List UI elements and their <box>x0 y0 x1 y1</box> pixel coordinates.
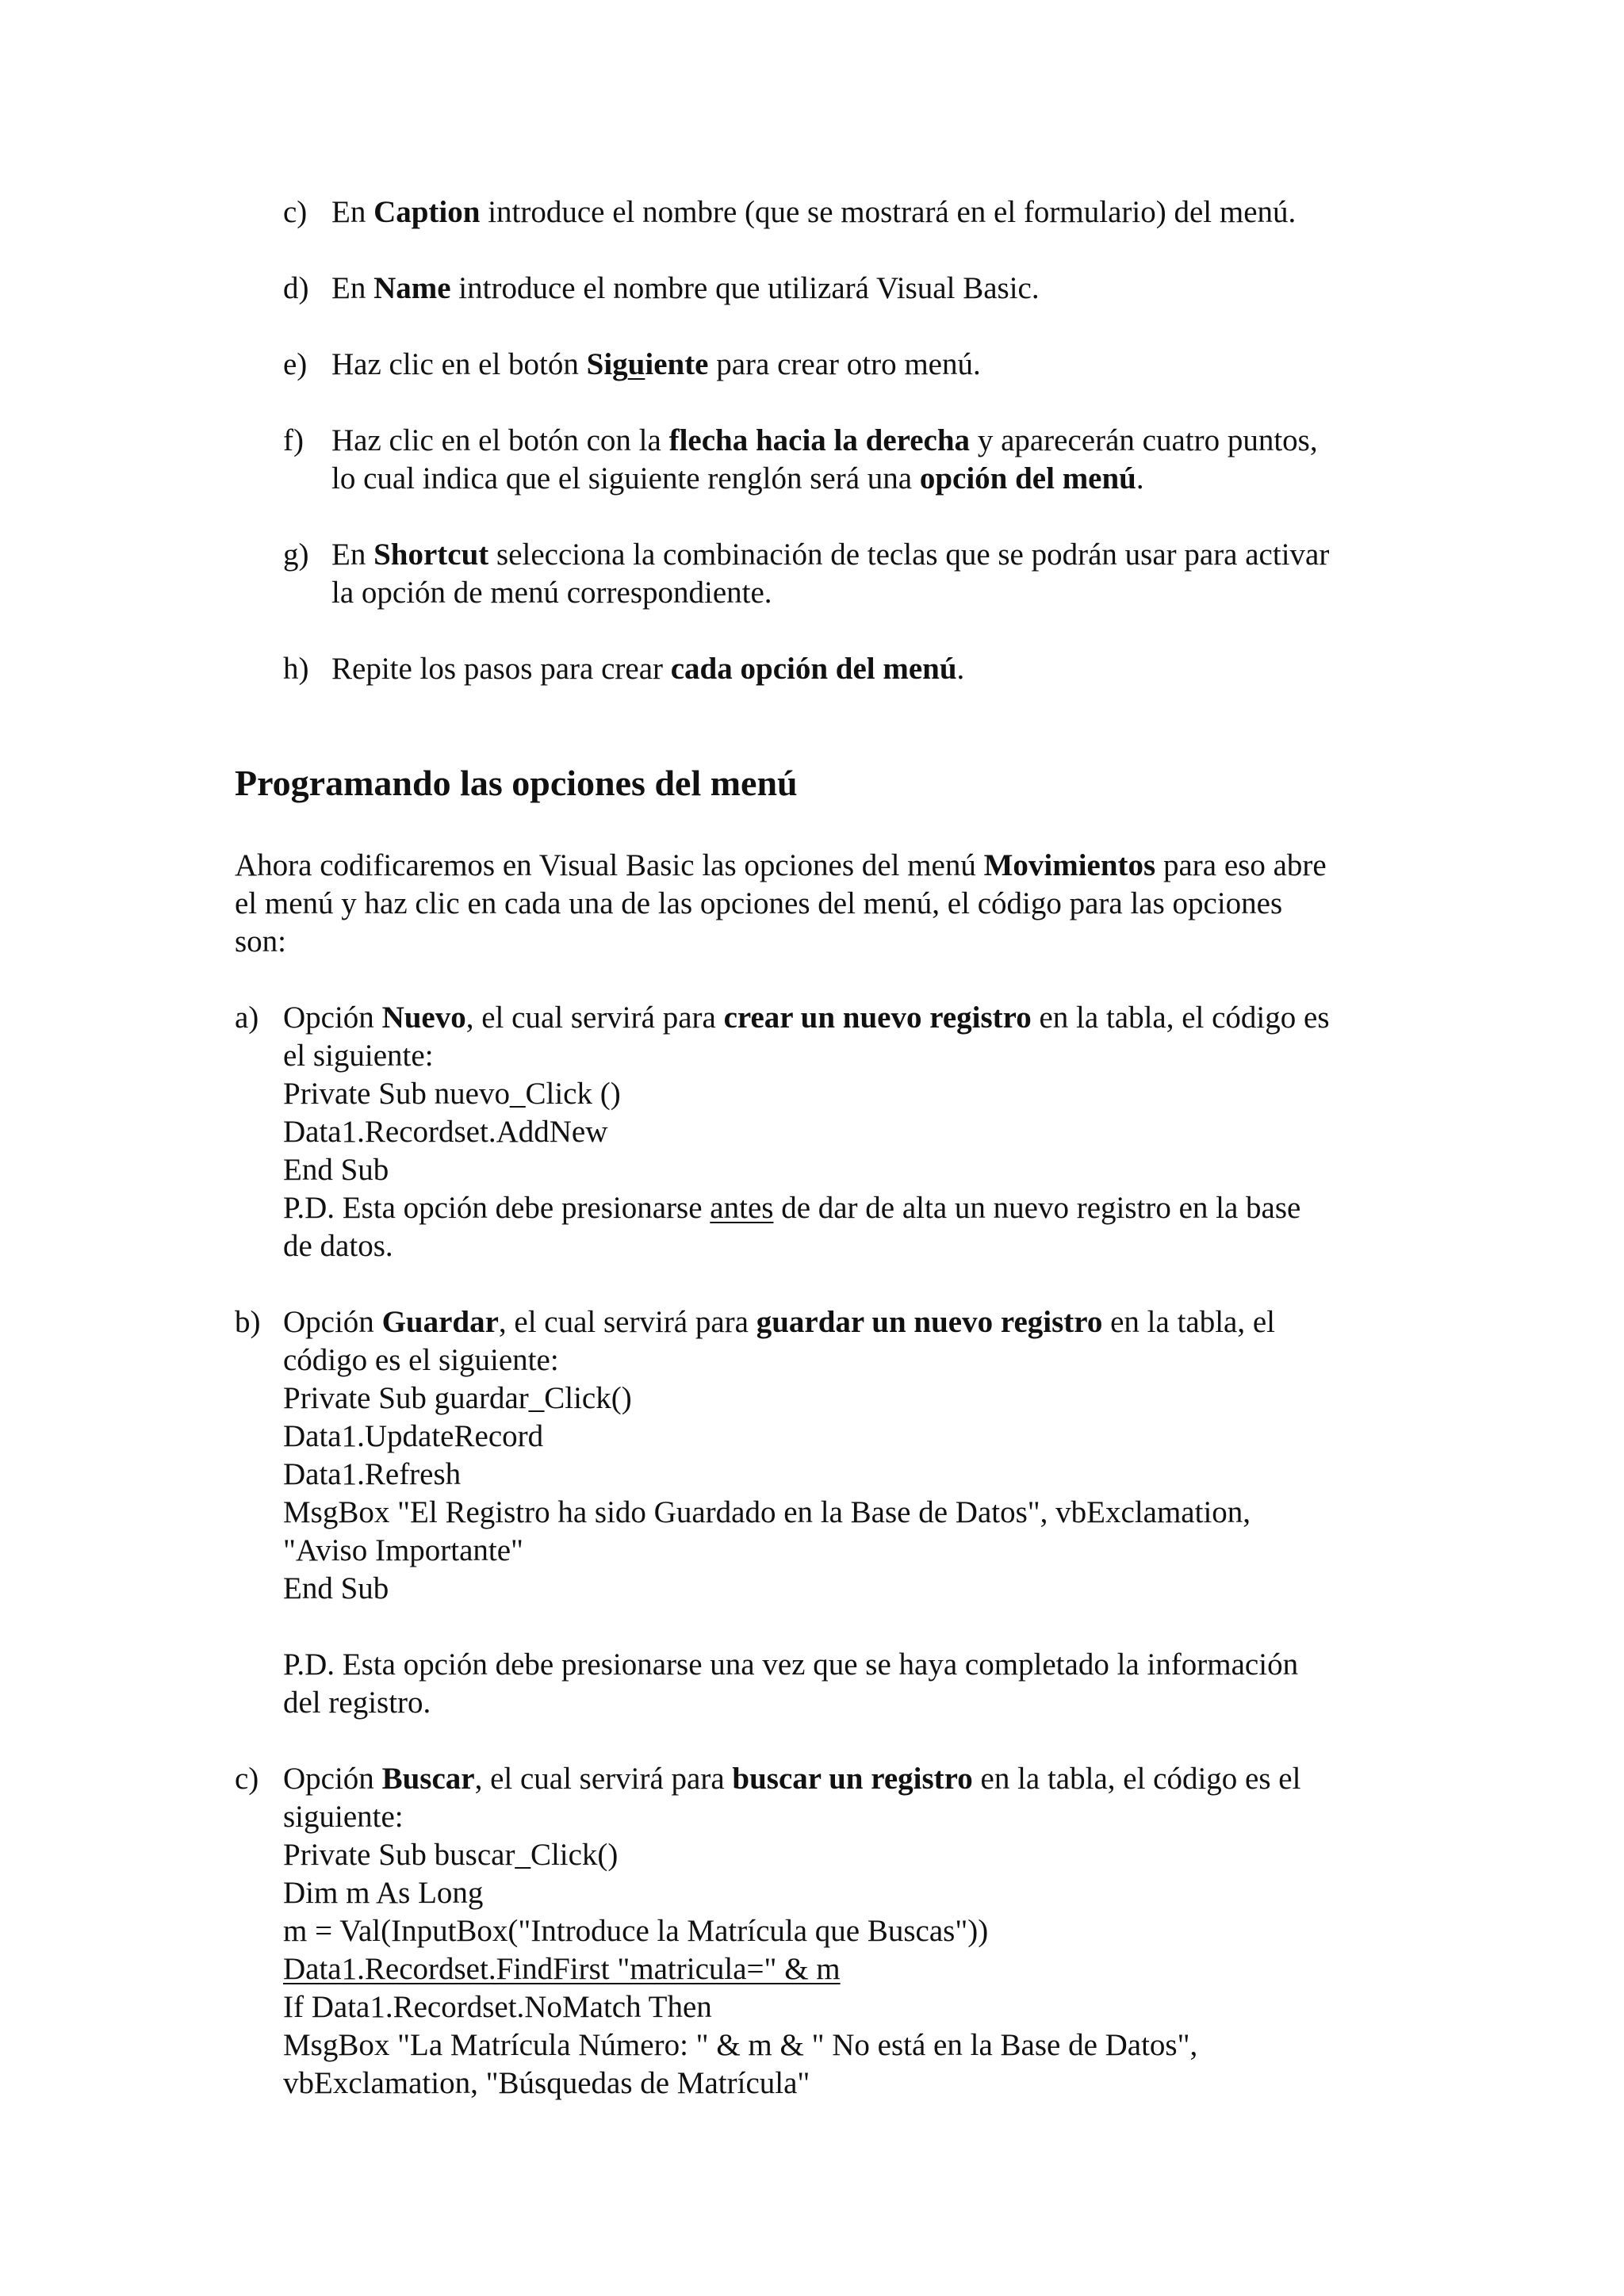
intro-paragraph <box>235 847 1327 961</box>
text-run: para eso abre <box>1155 848 1327 882</box>
text-run: Private Sub nuevo_Click () <box>283 1077 621 1111</box>
text-run: End Sub <box>283 1571 389 1605</box>
text-run: en la tabla, el código es el <box>972 1762 1301 1796</box>
text-run: el menú y haz clic en cada una de las opciones del menú, el código para las opciones <box>235 886 1283 920</box>
text-run: y aparecerán cuatro puntos, <box>970 423 1318 457</box>
text-run: MsgBox "La Matrícula Número: " & m & " No está en la Base de Datos", <box>283 2028 1198 2062</box>
option-nuevo-text <box>283 999 1330 1265</box>
text-line <box>331 270 1040 308</box>
text-run: En <box>331 195 374 229</box>
text-line <box>283 1151 1330 1189</box>
text-line <box>283 2064 1300 2103</box>
text-line <box>283 1532 1298 1570</box>
text-run: antes <box>710 1191 774 1225</box>
text-run: selecciona la combinación de teclas que se podrán usar para activar <box>488 538 1330 572</box>
text-run: Data1.UpdateRecord <box>283 1419 544 1453</box>
text-run: para crear otro menú. <box>708 347 981 381</box>
text-line <box>283 1988 1300 2026</box>
text-run: lo cual indica que el siguiente renglón será una <box>331 461 920 496</box>
text-run: el siguiente: <box>283 1039 434 1073</box>
text-line <box>283 1380 1298 1418</box>
text-line <box>331 536 1329 574</box>
text-run: End Sub <box>283 1153 389 1187</box>
step-c-text <box>331 193 1296 232</box>
step-label: f) <box>283 423 304 457</box>
text-run: cada opción del menú <box>670 652 957 686</box>
text-run: , el cual servirá para <box>465 1001 724 1035</box>
step-g-text <box>331 536 1329 612</box>
text-line <box>283 1836 1300 1874</box>
text-line <box>235 923 1327 961</box>
option-label: c) <box>235 1762 259 1796</box>
step-label: h) <box>283 652 309 686</box>
step-label: c) <box>283 195 308 229</box>
text-line <box>331 422 1318 460</box>
text-run: del registro. <box>283 1686 431 1720</box>
text-run: . <box>1136 461 1144 496</box>
text-run: de dar de alta un nuevo registro en la base <box>773 1191 1301 1225</box>
text-line <box>283 1341 1298 1380</box>
text-run: Ahora codificaremos en Visual Basic las opciones del menú <box>235 848 984 882</box>
text-run: Opción <box>283 1001 382 1035</box>
text-run: Guardar <box>381 1305 499 1339</box>
text-run: P.D. Esta opción debe presionarse <box>283 1191 710 1225</box>
text-line <box>283 1684 1298 1722</box>
text-run: "Aviso Importante" <box>283 1533 523 1567</box>
text-line <box>283 2026 1300 2064</box>
text-run: Data1.Recordset.FindFirst "matricula=" & m <box>283 1952 841 1986</box>
text-run: guardar un nuevo registro <box>756 1305 1103 1339</box>
text-run: u <box>627 347 645 381</box>
option-label: b) <box>235 1305 261 1339</box>
text-run: son: <box>235 924 287 959</box>
text-line <box>331 193 1296 232</box>
text-line <box>331 460 1318 498</box>
text-line <box>283 1227 1330 1265</box>
text-line <box>283 999 1330 1037</box>
text-run: iente <box>645 347 709 381</box>
text-run: siguiente: <box>283 1800 404 1834</box>
text-run: la opción de menú correspondiente. <box>331 576 772 610</box>
text-line <box>283 1075 1330 1113</box>
text-run: Buscar <box>381 1762 475 1796</box>
text-run: flecha hacia la derecha <box>668 423 971 457</box>
step-label: g) <box>283 538 309 572</box>
text-run: If Data1.Recordset.NoMatch Then <box>283 1990 712 2024</box>
section-heading: Programando las opciones del menú <box>235 763 798 803</box>
text-run: de datos. <box>283 1229 393 1263</box>
step-label: e) <box>283 347 308 381</box>
text-run: P.D. Esta opción debe presionarse una vez que se haya completado la información <box>283 1647 1299 1682</box>
step-f-text <box>331 422 1318 498</box>
step-e-text <box>331 346 981 384</box>
text-run: opción del menú <box>919 461 1136 496</box>
text-run: introduce el nombre que utilizará Visual Basic. <box>450 271 1040 305</box>
step-h-text <box>331 650 964 688</box>
text-run: En <box>331 538 374 572</box>
text-line <box>283 1950 1300 1988</box>
text-run: en la tabla, el código es <box>1031 1001 1330 1035</box>
text-run: m = Val(InputBox("Introduce la Matrícula que Buscas")) <box>283 1914 989 1948</box>
text-run: crear un nuevo registro <box>723 1001 1032 1035</box>
text-run: En <box>331 271 374 305</box>
text-line <box>283 1646 1298 1684</box>
text-run: código es el siguiente: <box>283 1343 559 1377</box>
text-line <box>283 1113 1330 1151</box>
text-run: en la tabla, el <box>1102 1305 1276 1339</box>
text-run: buscar un registro <box>732 1762 973 1796</box>
text-line <box>283 1456 1298 1494</box>
text-line <box>283 1189 1330 1227</box>
text-run: . <box>956 652 965 686</box>
text-line <box>331 346 981 384</box>
text-run: Opción <box>283 1305 382 1339</box>
option-guardar-text <box>283 1303 1298 1722</box>
text-line <box>283 1874 1300 1912</box>
text-run: Opción <box>283 1762 382 1796</box>
text-line <box>283 1570 1298 1608</box>
text-line <box>235 885 1327 923</box>
text-line <box>331 650 964 688</box>
text-run: Private Sub buscar_Click() <box>283 1838 619 1872</box>
text-line <box>283 1418 1298 1456</box>
text-run: Repite los pasos para crear <box>331 652 671 686</box>
text-run: MsgBox "El Registro ha sido Guardado en la Base de Datos", vbExclamation, <box>283 1495 1251 1529</box>
text-run: Name <box>373 271 451 305</box>
option-buscar-text <box>283 1760 1300 2103</box>
text-line <box>283 1798 1300 1836</box>
text-run: Dim m As Long <box>283 1876 484 1910</box>
text-line <box>283 1037 1330 1075</box>
text-run: Caption <box>373 195 481 229</box>
text-run: Data1.Recordset.AddNew <box>283 1115 608 1149</box>
text-run: Nuevo <box>381 1001 466 1035</box>
option-label: a) <box>235 1001 259 1035</box>
text-line <box>283 1608 1298 1646</box>
text-run: introduce el nombre (que se mostrará en el formulario) del menú. <box>480 195 1297 229</box>
step-label: d) <box>283 271 309 305</box>
step-d-text <box>331 270 1040 308</box>
text-run: Haz clic en el botón con la <box>331 423 669 457</box>
text-run: Shortcut <box>373 538 489 572</box>
text-run: vbExclamation, "Búsquedas de Matrícula" <box>283 2066 810 2100</box>
text-run: , el cual servirá para <box>474 1762 733 1796</box>
text-run: Sig <box>586 347 628 381</box>
text-line <box>331 574 1329 612</box>
text-run: Haz clic en el botón <box>331 347 587 381</box>
text-line <box>283 1303 1298 1341</box>
text-run: Movimientos <box>983 848 1156 882</box>
text-run: , el cual servirá para <box>498 1305 756 1339</box>
text-line <box>235 847 1327 885</box>
text-run: Private Sub guardar_Click() <box>283 1381 632 1415</box>
text-run: Data1.Refresh <box>283 1457 462 1491</box>
text-line <box>283 1912 1300 1950</box>
text-line <box>283 1494 1298 1532</box>
text-line <box>283 1760 1300 1798</box>
